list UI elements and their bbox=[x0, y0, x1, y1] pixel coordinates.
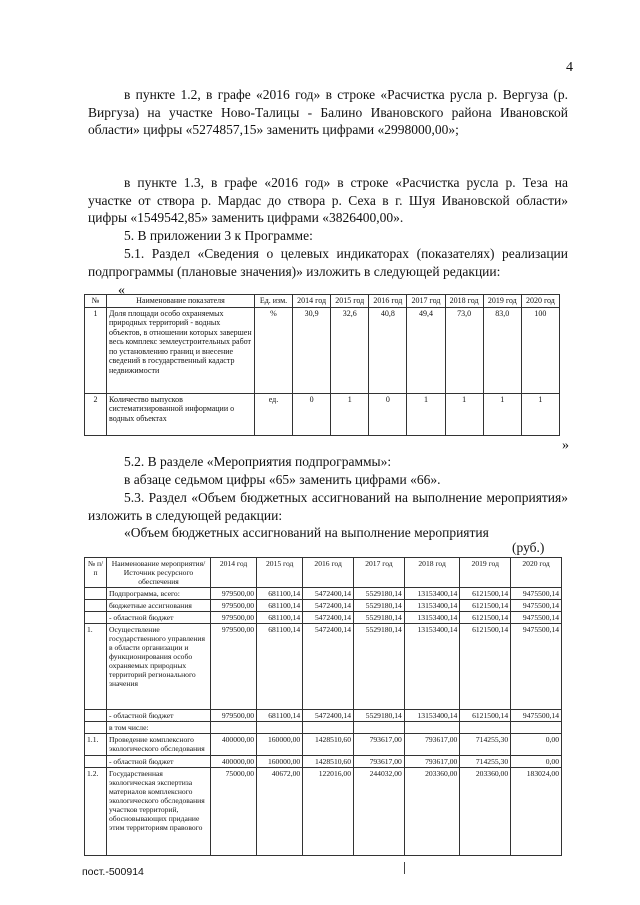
table-cell bbox=[85, 600, 107, 612]
table-cell: 400000,00 bbox=[211, 734, 257, 756]
table-cell: 6121500,14 bbox=[460, 588, 511, 600]
table-cell: 83,0 bbox=[483, 307, 521, 393]
table-cell: Осуществление государственного управления в области организации и функционирования особо охраняемых природных территорий регионального значения bbox=[107, 624, 211, 710]
header-cell: Наименование показателя bbox=[107, 295, 255, 308]
table-cell: 32,6 bbox=[331, 307, 369, 393]
table-cell: 5529180,14 bbox=[354, 588, 405, 600]
table-cell: 1. bbox=[85, 624, 107, 710]
table-cell bbox=[354, 722, 405, 734]
table-cell bbox=[460, 722, 511, 734]
table-cell: 9475500,14 bbox=[511, 710, 562, 722]
table-row bbox=[85, 600, 562, 612]
table-cell: 73,0 bbox=[445, 307, 483, 393]
table-cell: 13153400,14 bbox=[404, 710, 460, 722]
table-cell: 6121500,14 bbox=[460, 624, 511, 710]
table-cell: Количество выпусков систематизированной информации о водных объектах bbox=[107, 393, 255, 435]
header-cell: Наименование мероприятия/Источник ресурсного обеспечения bbox=[107, 558, 211, 588]
table-cell bbox=[257, 722, 303, 734]
page-mark bbox=[404, 862, 405, 874]
table-cell: 0 bbox=[369, 393, 407, 435]
paragraph-table-title: «Объем бюджетных ассигнований на выполнение мероприятия bbox=[124, 525, 489, 540]
table-cell: % bbox=[255, 307, 293, 393]
table-cell: 1 bbox=[331, 393, 369, 435]
table-cell: 979500,00 bbox=[211, 588, 257, 600]
table-cell bbox=[85, 588, 107, 600]
header-cell: 2020 год bbox=[521, 295, 559, 308]
table-cell: 714255,30 bbox=[460, 734, 511, 756]
table-cell: 979500,00 bbox=[211, 612, 257, 624]
header-cell: 2016 год bbox=[303, 558, 354, 588]
table-cell: 9475500,14 bbox=[511, 624, 562, 710]
table-cell: 160000,00 bbox=[257, 756, 303, 768]
table-cell: 100 bbox=[521, 307, 559, 393]
indicators-table bbox=[84, 294, 560, 436]
table-cell: 5472400,14 bbox=[303, 612, 354, 624]
paragraph-1-3: в пункте 1.3, в графе «2016 год» в строке «Расчистка русла р. Теза на участке от створа р. Мардас до створа р. Сеха в г. Шуя Ивановской области» цифры «1549542,85» заменить цифрами «3826400,00». bbox=[88, 175, 568, 225]
table-cell: 681100,14 bbox=[257, 612, 303, 624]
header-cell: № bbox=[85, 295, 107, 308]
table-cell bbox=[85, 710, 107, 722]
table-cell: 13153400,14 bbox=[404, 588, 460, 600]
table-cell: 979500,00 bbox=[211, 600, 257, 612]
table-cell: 30,9 bbox=[293, 307, 331, 393]
table-cell: 9475500,14 bbox=[511, 600, 562, 612]
table-cell: Подпрограмма, всего: bbox=[107, 588, 211, 600]
table-cell: 160000,00 bbox=[257, 734, 303, 756]
header-cell: 2016 год bbox=[369, 295, 407, 308]
table-cell: 5472400,14 bbox=[303, 600, 354, 612]
table-row bbox=[85, 768, 562, 856]
budget-table bbox=[84, 557, 562, 856]
page-number: 4 bbox=[566, 60, 573, 75]
table-cell: 681100,14 bbox=[257, 600, 303, 612]
table-cell: 681100,14 bbox=[257, 710, 303, 722]
table-cell: 681100,14 bbox=[257, 624, 303, 710]
paragraph-5: 5. В приложении 3 к Программе: bbox=[124, 228, 313, 243]
table-cell: 0 bbox=[293, 393, 331, 435]
quote-open: « bbox=[118, 283, 125, 298]
paragraph-5-1: 5.1. Раздел «Сведения о целевых индикаторах (показателях) реализации подпрограммы (плановые значения)» изложить в следующей редакции: bbox=[88, 246, 568, 279]
table-cell: 40,8 bbox=[369, 307, 407, 393]
table-cell: 793617,00 bbox=[354, 734, 405, 756]
header-cell: 2019 год bbox=[483, 295, 521, 308]
table-cell: Государственная экологическая экспертиза материалов комплексного экологического обследования участков территорий, обосновывающих придание этим территориям правового bbox=[107, 768, 211, 856]
table-cell: 1 bbox=[445, 393, 483, 435]
paragraph-5-2: 5.2. В разделе «Мероприятия подпрограммы»: bbox=[124, 454, 392, 469]
table-cell: 1 bbox=[85, 307, 107, 393]
table-row bbox=[85, 710, 562, 722]
table-cell: 5472400,14 bbox=[303, 710, 354, 722]
table-cell: 1 bbox=[483, 393, 521, 435]
table-cell: 1 bbox=[407, 393, 445, 435]
table-cell: 203360,00 bbox=[404, 768, 460, 856]
table-cell: 6121500,14 bbox=[460, 612, 511, 624]
table-cell: 5529180,14 bbox=[354, 710, 405, 722]
table-cell: 40672,00 bbox=[257, 768, 303, 856]
table-cell: Проведение комплексного экологического обследования bbox=[107, 734, 211, 756]
table-cell: 13153400,14 bbox=[404, 624, 460, 710]
table-cell: 203360,00 bbox=[460, 768, 511, 856]
table-cell: 1.1. bbox=[85, 734, 107, 756]
table-cell bbox=[85, 756, 107, 768]
table-row bbox=[85, 393, 560, 435]
table-cell: 5529180,14 bbox=[354, 624, 405, 710]
table-row bbox=[85, 624, 562, 710]
table-cell: 6121500,14 bbox=[460, 710, 511, 722]
table-cell bbox=[211, 722, 257, 734]
table-row bbox=[85, 734, 562, 756]
table-row bbox=[85, 307, 560, 393]
table-cell bbox=[511, 722, 562, 734]
header-cell: 2018 год bbox=[404, 558, 460, 588]
table-cell: 2 bbox=[85, 393, 107, 435]
table-cell: 9475500,14 bbox=[511, 588, 562, 600]
header-cell: 2018 год bbox=[445, 295, 483, 308]
header-cell: 2019 год bbox=[460, 558, 511, 588]
table-header-row bbox=[85, 558, 562, 588]
table-cell: 714255,30 bbox=[460, 756, 511, 768]
table-cell: 6121500,14 bbox=[460, 600, 511, 612]
table-cell: 5472400,14 bbox=[303, 624, 354, 710]
table-cell: 1.2. bbox=[85, 768, 107, 856]
paragraph-1-2: в пункте 1.2, в графе «2016 год» в строке «Расчистка русла р. Вергуза (р. Виргуза) на участке Ново-Талицы - Балино Ивановского района Ивановской области» цифры «5274857,15» заменить цифрами «2998000,00»; bbox=[88, 87, 568, 137]
table-cell: 49,4 bbox=[407, 307, 445, 393]
table-cell: 1428510,60 bbox=[303, 734, 354, 756]
document-footer: пост.-500914 bbox=[82, 866, 144, 878]
table-cell bbox=[404, 722, 460, 734]
table-row bbox=[85, 588, 562, 600]
header-cell: 2017 год bbox=[354, 558, 405, 588]
table-cell: 75000,00 bbox=[211, 768, 257, 856]
table-cell: - областной бюджет bbox=[107, 756, 211, 768]
table-cell: 1428510,60 bbox=[303, 756, 354, 768]
header-cell: 2015 год bbox=[331, 295, 369, 308]
header-cell: 2020 год bbox=[511, 558, 562, 588]
table-cell: Доля площади особо охраняемых природных территорий - водных объектов, в отношении которых завершен весь комплекс землеустроительных работ по установлению границ и внесение сведений в государственный кадастр недвижимости bbox=[107, 307, 255, 393]
table-cell: 5472400,14 bbox=[303, 588, 354, 600]
table-cell: 13153400,14 bbox=[404, 600, 460, 612]
table-cell: - областной бюджет bbox=[107, 612, 211, 624]
header-cell: 2015 год bbox=[257, 558, 303, 588]
table-row bbox=[85, 722, 562, 734]
quote-close: » bbox=[562, 438, 569, 453]
table-cell: ед. bbox=[255, 393, 293, 435]
table-cell: 979500,00 bbox=[211, 710, 257, 722]
table-cell: 0,00 bbox=[511, 756, 562, 768]
table-cell: - областной бюджет bbox=[107, 710, 211, 722]
table-cell: 979500,00 bbox=[211, 624, 257, 710]
table-cell: 793617,00 bbox=[404, 756, 460, 768]
table-cell: 244032,00 bbox=[354, 768, 405, 856]
table-cell: 5529180,14 bbox=[354, 600, 405, 612]
table-cell: 122016,00 bbox=[303, 768, 354, 856]
header-cell: 2017 год bbox=[407, 295, 445, 308]
table-cell bbox=[85, 612, 107, 624]
header-cell: 2014 год bbox=[211, 558, 257, 588]
table-cell: бюджетные ассигнования bbox=[107, 600, 211, 612]
table-row bbox=[85, 756, 562, 768]
table-cell bbox=[85, 722, 107, 734]
table-header-row bbox=[85, 295, 560, 308]
header-cell: № п/п bbox=[85, 558, 107, 588]
header-cell: 2014 год bbox=[293, 295, 331, 308]
table-cell: 0,00 bbox=[511, 734, 562, 756]
table-cell: в том числе: bbox=[107, 722, 211, 734]
table-cell: 13153400,14 bbox=[404, 612, 460, 624]
table-cell bbox=[303, 722, 354, 734]
paragraph-5-2-text: в абзаце седьмом цифры «65» заменить цифрами «66». bbox=[124, 472, 441, 487]
table-cell: 681100,14 bbox=[257, 588, 303, 600]
table-cell: 793617,00 bbox=[354, 756, 405, 768]
table-cell: 400000,00 bbox=[211, 756, 257, 768]
paragraph-5-3: 5.3. Раздел «Объем бюджетных ассигнований на выполнение мероприятия» изложить в следующей редакции: bbox=[88, 490, 568, 523]
header-cell: Ед. изм. bbox=[255, 295, 293, 308]
currency-unit: (руб.) bbox=[512, 540, 545, 555]
table-row bbox=[85, 612, 562, 624]
table-cell: 5529180,14 bbox=[354, 612, 405, 624]
table-cell: 9475500,14 bbox=[511, 612, 562, 624]
table-cell: 793617,00 bbox=[404, 734, 460, 756]
table-cell: 1 bbox=[521, 393, 559, 435]
table-cell: 183024,00 bbox=[511, 768, 562, 856]
